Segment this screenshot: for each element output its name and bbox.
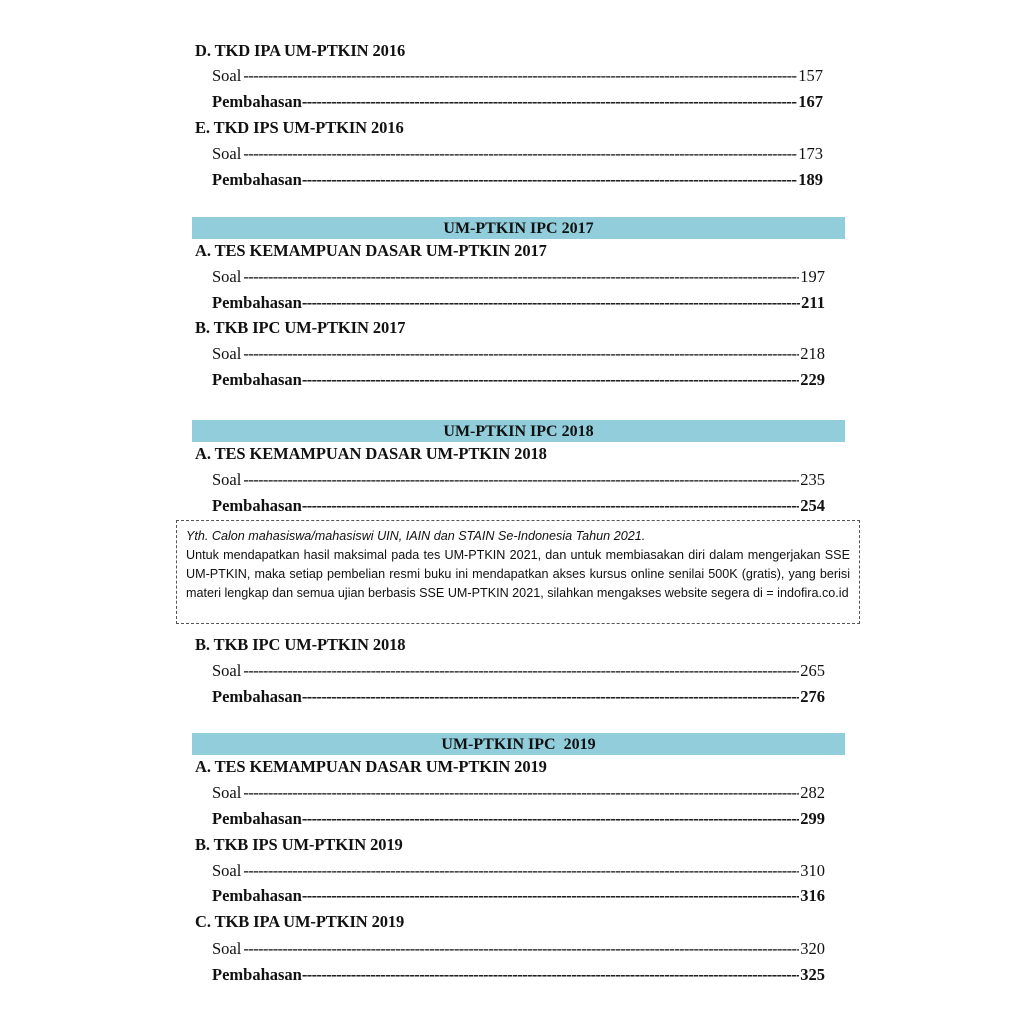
page-number: 316 [800, 886, 825, 905]
page-number: 265 [800, 661, 825, 680]
dot-leader [243, 861, 799, 881]
page-number: 167 [798, 92, 823, 111]
toc-row-pembahasan[interactable] [212, 496, 825, 516]
toc-row-soal[interactable] [212, 66, 823, 86]
dot-leader [243, 344, 799, 364]
row-label: Pembahasan [212, 170, 302, 189]
toc-row-soal[interactable] [212, 144, 823, 164]
row-label: Soal [212, 661, 242, 680]
row-label: Soal [212, 144, 242, 163]
page-number: 235 [800, 470, 825, 489]
page-number: 173 [798, 144, 823, 163]
toc-row-pembahasan[interactable] [212, 170, 823, 190]
toc-heading: B. TKB IPC UM-PTKIN 2017 [195, 318, 406, 337]
dot-leader [243, 470, 799, 490]
row-label: Soal [212, 66, 242, 85]
toc-row-soal[interactable] [212, 661, 825, 681]
toc-row-pembahasan[interactable] [212, 370, 825, 390]
toc-row-pembahasan[interactable] [212, 965, 825, 985]
row-label: Soal [212, 861, 242, 880]
toc-row-pembahasan[interactable] [212, 886, 825, 906]
notice-greeting: Yth. Calon mahasiswa/mahasiswi UIN, IAIN dan STAIN Se-Indonesia Tahun 2021. [186, 529, 646, 543]
row-label: Pembahasan [212, 370, 302, 389]
dot-leader [243, 939, 799, 959]
row-label: Pembahasan [212, 687, 302, 706]
toc-row-soal[interactable] [212, 470, 825, 490]
toc-heading: A. TES KEMAMPUAN DASAR UM-PTKIN 2018 [195, 444, 547, 463]
page-number: 282 [800, 783, 825, 802]
section-banner-2018: UM-PTKIN IPC 2018 [192, 420, 845, 442]
section-banner-2019: UM-PTKIN IPC 2019 [192, 733, 845, 755]
dot-leader [302, 370, 799, 390]
row-label: Soal [212, 470, 242, 489]
notice-body: Untuk mendapatkan hasil maksimal pada tes UM-PTKIN 2021, dan untuk membiasakan diri dalam mengerjakan SSE UM-PTKIN, maka setiap pembelian resmi buku ini mendapatkan akses kursus online senilai 500K (gratis), yang berisi materi lengkap dan semua ujian berbasis SSE UM-PTKIN 2021, silahkan mengakses website segera di = indofira.co.id [186, 548, 850, 600]
dot-leader [243, 661, 799, 681]
toc-row-soal[interactable] [212, 267, 825, 287]
page-number: 310 [800, 861, 825, 880]
dot-leader [243, 66, 797, 86]
toc-row-soal[interactable] [212, 939, 825, 959]
toc-row-pembahasan[interactable] [212, 687, 825, 707]
dot-leader [302, 687, 799, 707]
page-number: 189 [798, 170, 823, 189]
toc-row-pembahasan[interactable] [212, 92, 823, 112]
dot-leader [302, 886, 799, 906]
toc-heading: B. TKB IPC UM-PTKIN 2018 [195, 635, 406, 654]
toc-heading: A. TES KEMAMPUAN DASAR UM-PTKIN 2019 [195, 757, 547, 776]
toc-heading: E. TKD IPS UM-PTKIN 2016 [195, 118, 404, 137]
row-label: Pembahasan [212, 496, 302, 515]
toc-heading: C. TKB IPA UM-PTKIN 2019 [195, 912, 405, 931]
row-label: Soal [212, 939, 242, 958]
section-banner-2017: UM-PTKIN IPC 2017 [192, 217, 845, 239]
page-number: 218 [800, 344, 825, 363]
row-label: Pembahasan [212, 809, 302, 828]
toc-row-soal[interactable] [212, 861, 825, 881]
dot-leader [302, 965, 799, 985]
dot-leader [302, 496, 799, 516]
toc-heading: A. TES KEMAMPUAN DASAR UM-PTKIN 2017 [195, 241, 547, 260]
promo-notice-box [176, 520, 860, 624]
dot-leader [302, 809, 799, 829]
page-number: 229 [800, 370, 825, 389]
row-label: Pembahasan [212, 886, 302, 905]
dot-leader [243, 267, 799, 287]
dot-leader [243, 144, 797, 164]
row-label: Soal [212, 344, 242, 363]
toc-row-pembahasan[interactable] [212, 809, 825, 829]
dot-leader [302, 293, 800, 313]
toc-heading: B. TKB IPS UM-PTKIN 2019 [195, 835, 403, 854]
dot-leader [302, 92, 797, 112]
page-number: 325 [800, 965, 825, 984]
page-number: 254 [800, 496, 825, 515]
page-number: 197 [800, 267, 825, 286]
row-label: Soal [212, 783, 242, 802]
dot-leader [243, 783, 799, 803]
page-number: 299 [800, 809, 825, 828]
page-number: 276 [800, 687, 825, 706]
page-number: 320 [800, 939, 825, 958]
row-label: Soal [212, 267, 242, 286]
row-label: Pembahasan [212, 293, 302, 312]
toc-heading: D. TKD IPA UM-PTKIN 2016 [195, 41, 406, 60]
page-number: 211 [801, 293, 825, 312]
toc-row-pembahasan[interactable] [212, 293, 825, 313]
toc-row-soal[interactable] [212, 344, 825, 364]
toc-row-soal[interactable] [212, 783, 825, 803]
row-label: Pembahasan [212, 965, 302, 984]
dot-leader [302, 170, 797, 190]
row-label: Pembahasan [212, 92, 302, 111]
page-number: 157 [798, 66, 823, 85]
